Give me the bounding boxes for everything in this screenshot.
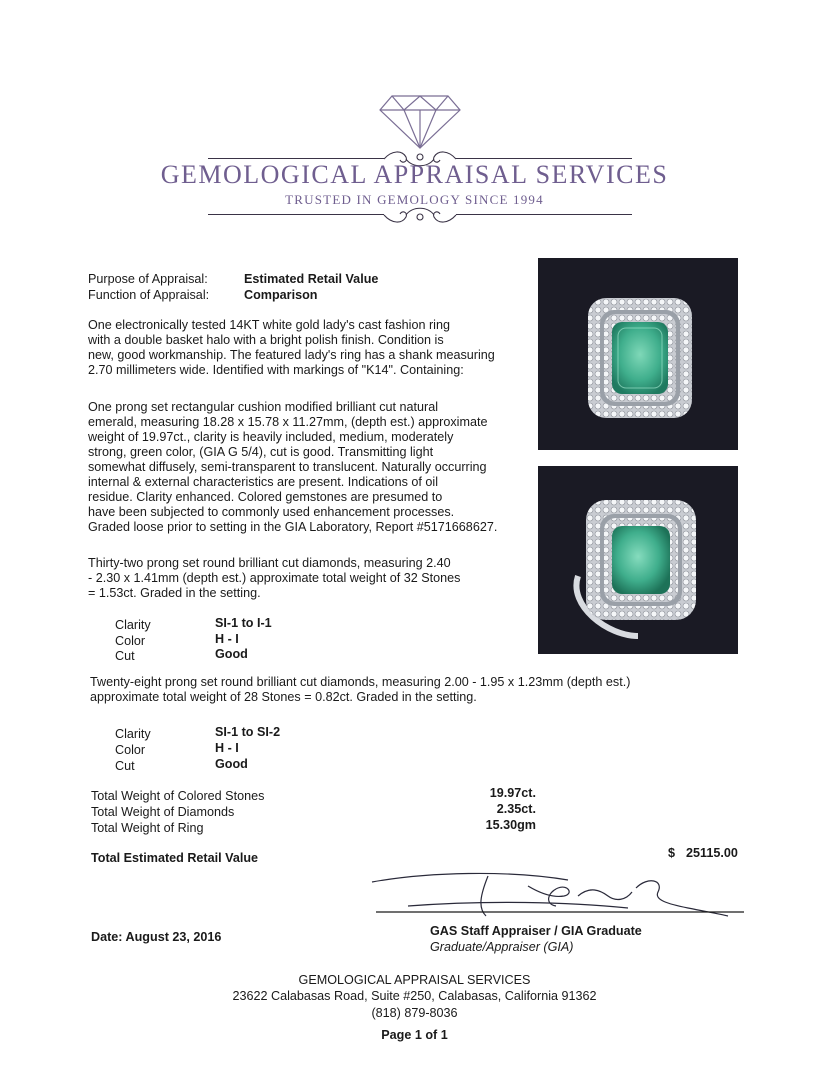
letterhead: [0, 0, 829, 240]
ring-photo-top: [538, 258, 738, 450]
bottom-flourish-icon: [380, 204, 460, 226]
description-line: have been subjected to commonly used enhancement processes.: [88, 505, 455, 519]
grade-value: Good: [215, 757, 248, 771]
description-line: 2.70 millimeters wide. Identified with markings of "K14". Containing:: [88, 363, 464, 377]
total-label: Total Weight of Colored Stones: [91, 789, 265, 803]
function-value: Comparison: [244, 288, 318, 302]
grade-label: Clarity: [115, 618, 151, 632]
function-label: Function of Appraisal:: [88, 288, 210, 302]
ring-angle-view-icon: [538, 466, 738, 654]
ring-top-view-icon: [538, 258, 738, 450]
diamonds1-description: [88, 556, 460, 601]
ring-photo-angle: [538, 466, 738, 654]
description-line: approximate total weight of 28 Stones = 0.82ct. Graded in the setting.: [90, 690, 477, 704]
top-rule-right: [456, 158, 632, 159]
purpose-label: Purpose of Appraisal:: [88, 272, 208, 286]
description-line: Twenty-eight prong set round brilliant cut diamonds, measuring 2.00 - 1.95 x 1.23mm (depth est.): [90, 675, 631, 689]
description-line: One electronically tested 14KT white gold lady's cast fashion ring: [88, 318, 450, 332]
diamond-logo-icon: [378, 94, 462, 150]
appraiser-title: GAS Staff Appraiser / GIA Graduate: [430, 924, 642, 938]
description-line: residue. Clarity enhanced. Colored gemstones are presumed to: [88, 490, 443, 504]
company-name: GEMOLOGICAL APPRAISAL SERVICES: [160, 160, 669, 189]
total-value: 2.35ct.: [496, 802, 536, 816]
grade-label: Cut: [115, 649, 135, 663]
grade-label: Cut: [115, 759, 135, 773]
bottom-rule-right: [456, 214, 632, 215]
grade-value: H - I: [215, 632, 239, 646]
description-line: with a double basket halo with a bright polish finish. Condition is: [88, 333, 444, 347]
footer-address: 23622 Calabasas Road, Suite #250, Calabasas, California 91362: [232, 989, 597, 1003]
handwritten-signature-icon: [368, 866, 748, 922]
grade-value: SI-1 to I-1: [215, 616, 272, 630]
grade-value: SI-1 to SI-2: [215, 725, 281, 739]
purpose-value: Estimated Retail Value: [244, 272, 379, 286]
page-number: Page 1 of 1: [381, 1028, 448, 1042]
grade-value: Good: [215, 647, 248, 661]
bottom-rule-left: [208, 214, 384, 215]
grade-label: Color: [115, 743, 146, 757]
total-label: Total Weight of Diamonds: [91, 805, 235, 819]
description-line: Thirty-two prong set round brilliant cut diamonds, measuring 2.40: [88, 556, 451, 570]
top-rule-left: [208, 158, 384, 159]
total-value: 15.30gm: [485, 818, 536, 832]
description-line: One prong set rectangular cushion modified brilliant cut natural: [88, 400, 439, 414]
grade-label: Color: [115, 634, 146, 648]
ring-description: [88, 318, 495, 378]
footer-company: GEMOLOGICAL APPRAISAL SERVICES: [298, 973, 531, 987]
description-line: = 1.53ct. Graded in the setting.: [88, 586, 261, 600]
retail-currency: $: [668, 846, 676, 860]
grade-value: H - I: [215, 741, 239, 755]
description-line: emerald, measuring 18.28 x 15.78 x 11.27mm, (depth est.) approximate: [88, 415, 488, 429]
retail-amount: 25115.00: [686, 846, 738, 860]
description-line: strong, green color, (GIA G 5/4), cut is good. Transmitting light: [88, 445, 434, 459]
appraiser-subtitle: Graduate/Appraiser (GIA): [430, 940, 574, 954]
total-label: Total Weight of Ring: [91, 821, 204, 835]
footer-phone: (818) 879-8036: [371, 1006, 458, 1020]
description-line: - 2.30 x 1.41mm (depth est.) approximate total weight of 32 Stones: [88, 571, 461, 585]
grade-label: Clarity: [115, 727, 151, 741]
description-line: somewhat diffusely, semi-transparent to translucent. Naturally occurring: [88, 460, 487, 474]
description-line: new, good workmanship. The featured lady's ring has a shank measuring: [88, 348, 495, 362]
company-tagline: TRUSTED IN GEMOLOGY SINCE 1994: [285, 192, 544, 207]
retail-label: Total Estimated Retail Value: [91, 851, 259, 865]
description-line: internal & external characteristics are present. Indications of oil: [88, 475, 438, 489]
description-line: Graded loose prior to setting in the GIA Laboratory, Report #5171668627.: [88, 520, 498, 534]
description-line: weight of 19.97ct., clarity is heavily included, medium, moderately: [88, 430, 454, 444]
diamonds2-description: [90, 675, 630, 705]
total-value: 19.97ct.: [489, 786, 536, 800]
emerald-description: [88, 400, 497, 535]
signature-date: Date: August 23, 2016: [91, 930, 222, 944]
